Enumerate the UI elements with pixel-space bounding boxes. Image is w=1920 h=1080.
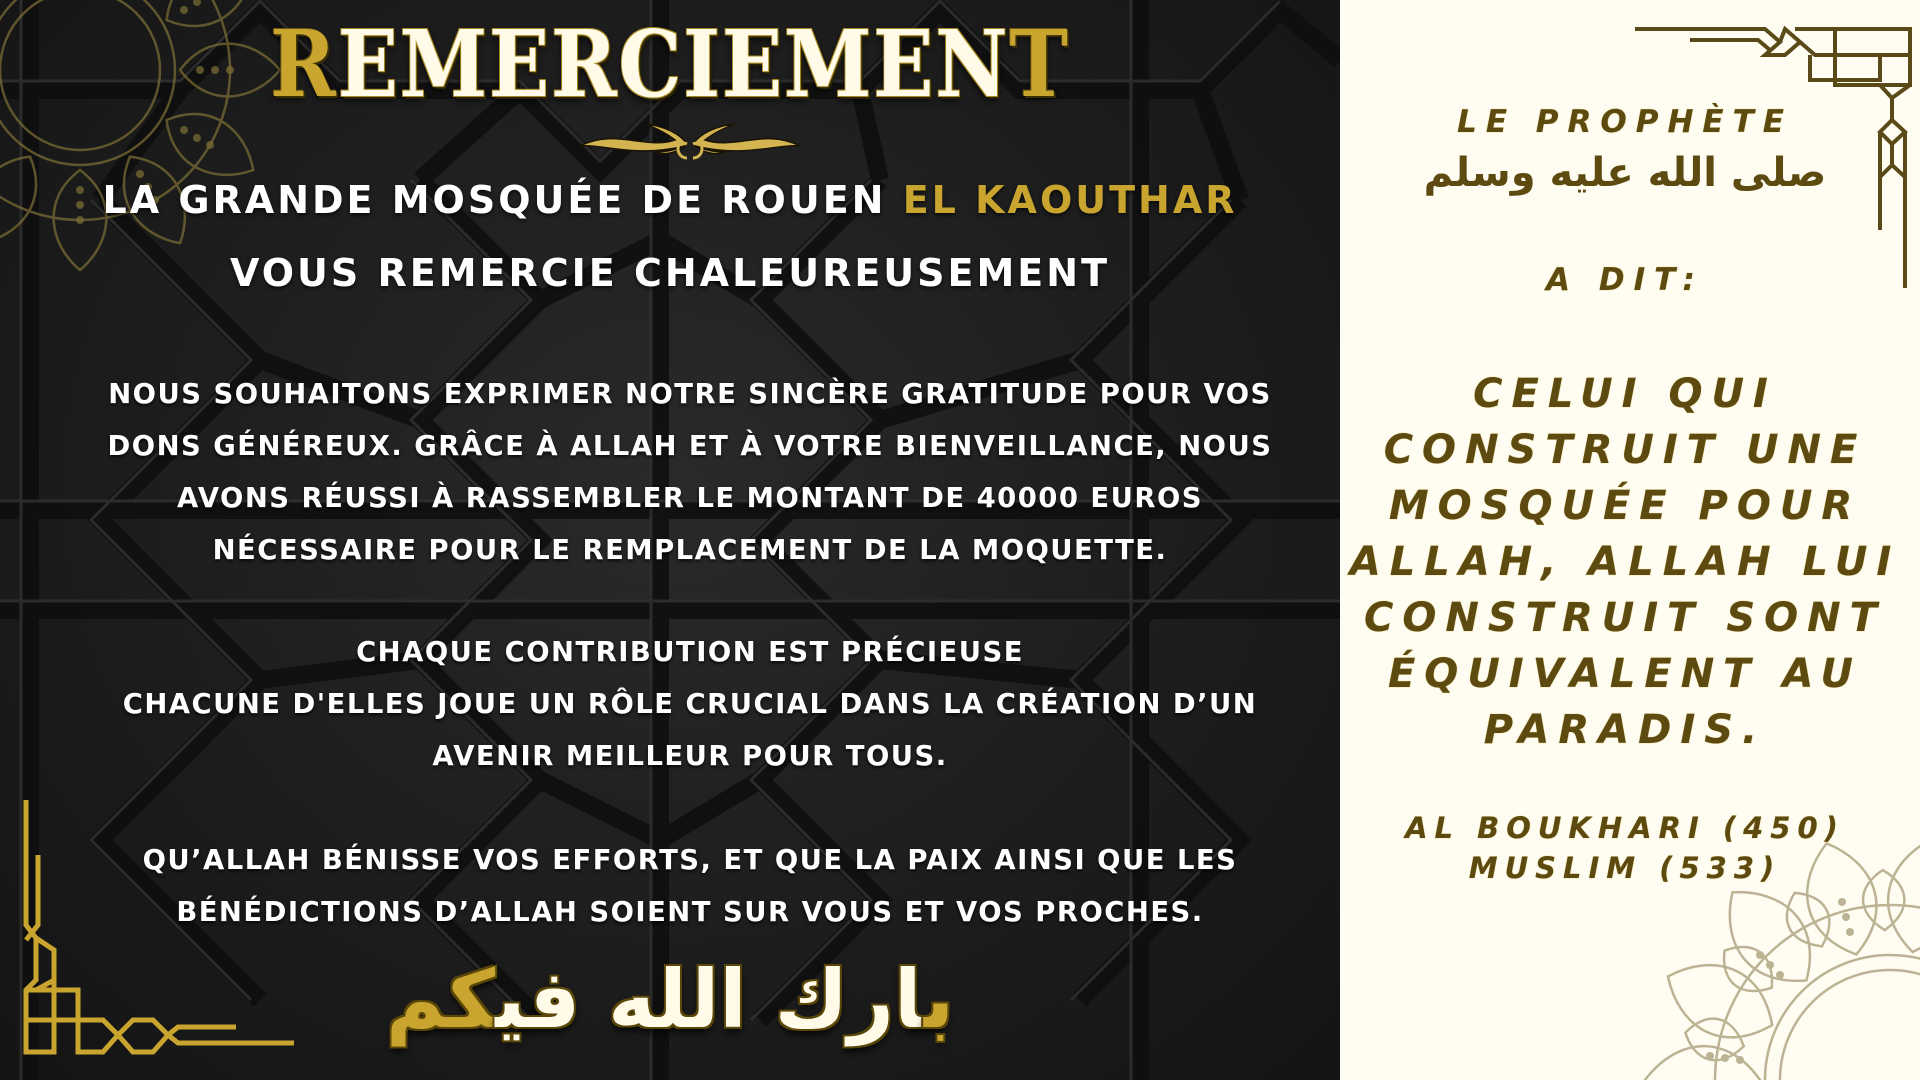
arabic-blessing-end: كم <box>385 953 496 1046</box>
hadith-line: ÉQUIVALENT AU <box>1387 651 1863 697</box>
corner-border-ornament-icon <box>18 790 298 1070</box>
paragraph-line: AVONS RÉUSSI À RASSEMBLER LE MONTANT DE 40000 EUROS <box>176 481 1204 514</box>
arabic-blessing-start: ب <box>924 953 955 1046</box>
title-middle: EMERCIEMEN <box>337 10 1010 118</box>
hadith-line: CONSTRUIT UNE <box>1383 427 1867 473</box>
salutation-arabic: صلى الله عليه وسلم <box>1423 150 1827 196</box>
prophet-label: LE PROPHÈTE <box>1457 104 1793 140</box>
paragraph-line: QU’ALLAH BÉNISSE VOS EFFORTS, ET QUE LA PAIX AINSI QUE LES <box>142 843 1238 876</box>
paragraph-line: NÉCESSAIRE POUR LE REMPLACEMENT DE LA MOQUETTE. <box>212 533 1168 566</box>
hadith-line: MOSQUÉE POUR <box>1388 483 1862 529</box>
gratitude-paragraph <box>73 368 1308 576</box>
paragraph-line: CHACUNE D'ELLES JOUE UN RÔLE CRUCIAL DANS LA CRÉATION D’UN <box>122 687 1258 720</box>
paragraph-line: NOUS SOUHAITONS EXPRIMER NOTRE SINCÈRE GRATITUDE POUR VOS <box>108 377 1272 410</box>
thanks-heading: VOUS REMERCIE CHALEUREUSEMENT <box>230 251 1110 295</box>
source-line: AL BOUKHARI (450) <box>1405 811 1845 845</box>
said-label: A DIT: <box>1546 262 1704 298</box>
hadith-line: PARADIS. <box>1483 707 1767 753</box>
subtitle-line1-prefix: LA GRANDE MOSQUÉE DE ROUEN <box>102 178 903 222</box>
hadith-panel <box>1340 0 1920 1080</box>
paragraph-line: DONS GÉNÉREUX. GRÂCE À ALLAH ET À VOTRE BIENVEILLANCE, NOUS <box>107 429 1273 462</box>
paragraph-line: BÉNÉDICTIONS D’ALLAH SOIENT SUR VOUS ET VOS PROCHES. <box>176 895 1204 928</box>
contribution-paragraph <box>73 626 1308 782</box>
mandala-ornament <box>1640 830 1920 1080</box>
hadith-line: CELUI QUI <box>1473 371 1777 417</box>
title-first-letter: R <box>270 10 338 118</box>
title-last-letter: T <box>1009 10 1070 118</box>
hadith-line: CONSTRUIT SONT <box>1364 595 1886 641</box>
paragraph-line: AVENIR MEILLEUR POUR TOUS. <box>432 739 948 772</box>
hadith-quote <box>1340 366 1910 758</box>
paragraph-line: CHAQUE CONTRIBUTION EST PRÉCIEUSE <box>356 635 1024 668</box>
flourish-divider-icon <box>575 118 805 162</box>
page-title <box>94 10 1246 118</box>
source-line: MUSLIM (533) <box>1468 851 1782 885</box>
hadith-line: ALLAH, ALLAH LUI <box>1349 539 1901 585</box>
mosque-name-accent: EL KAOUTHAR <box>902 178 1238 222</box>
mosque-name-heading <box>0 178 1340 222</box>
arabic-blessing-middle: ارك الله في <box>495 953 924 1046</box>
